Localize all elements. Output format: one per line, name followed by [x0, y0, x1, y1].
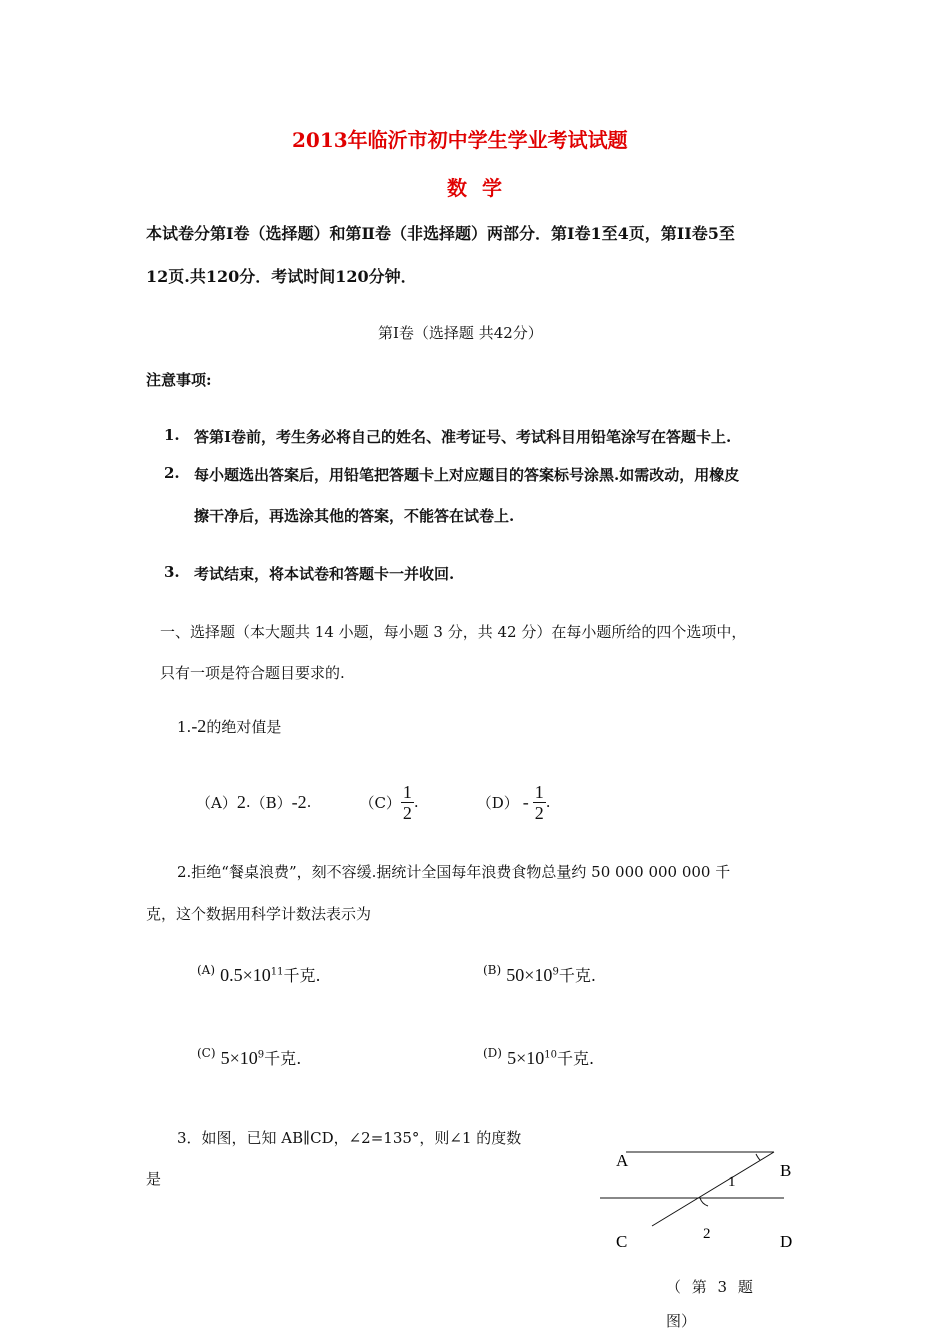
figure-parallel-lines	[590, 1140, 810, 1260]
q2-option-b-dot: .	[590, 966, 596, 985]
q2-option-c	[197, 1046, 301, 1069]
question-2-line-1: 2.拒绝“餐桌浪费”，刻不容缓.据统计全国每年浪费食物总量约 50 000 000 000 千	[177, 863, 731, 881]
q1-option-a-dot: .	[245, 793, 251, 811]
intro-line-2: 12页.共120分．考试时间120分钟．	[146, 267, 417, 286]
angle-1-arc	[756, 1154, 760, 1160]
q2-option-d-dot: .	[588, 1049, 595, 1068]
q1-option-b-value: -2	[291, 791, 307, 812]
exam-title: 2013年临沂市初中学生学业考试试题	[292, 128, 628, 152]
q1-option-d-sign: -	[522, 791, 529, 812]
q2-option-d-unit: 千克	[556, 1049, 589, 1068]
q1-option-d-dot: .	[545, 793, 551, 811]
label-b: B	[780, 1161, 792, 1180]
figure-caption-line-2: 图）	[666, 1312, 697, 1330]
question-3-line-2: 是	[146, 1170, 162, 1188]
label-a: A	[616, 1151, 629, 1170]
figure-caption-line-1: （ 第 3 题	[666, 1278, 756, 1296]
q2-option-a-unit: 千克	[283, 966, 316, 985]
q2-option-d-exponent: 10	[544, 1049, 557, 1061]
q2-option-a-exponent: 11	[270, 966, 284, 978]
q1-expression: -2	[191, 716, 207, 736]
q1-option-b-dot: .	[306, 793, 312, 811]
angle-2-arc	[700, 1198, 708, 1206]
notice-2-text-line-1: 每小题选出答案后，用铅笔把答题卡上对应题目的答案标号涂黑.如需改动，用橡皮	[194, 466, 740, 484]
q1-option-b-label: （B）	[250, 793, 292, 812]
subject-title: 数 学	[447, 176, 506, 200]
question-2-line-2: 克，这个数据用科学计数法表示为	[146, 905, 372, 923]
q2-option-a-coefficient: 0.5×10	[220, 965, 271, 985]
notice-3-text: 考试结束，将本试卷和答题卡一并收回.	[194, 565, 455, 583]
q2-option-d-label: (D)	[483, 1046, 502, 1060]
q1-number: 1.	[177, 718, 192, 736]
q2-option-c-coefficient: 5×10	[220, 1048, 258, 1068]
q1-option-c-dot: .	[413, 793, 419, 811]
notice-2-number: 2.	[164, 464, 180, 482]
q1-option-c-label: （C）	[359, 793, 401, 812]
notice-1-number: 1.	[164, 426, 180, 444]
q1-options	[196, 779, 551, 825]
q1-option-d-label: （D）	[476, 793, 519, 812]
q1-option-d-denominator: 2	[534, 802, 544, 823]
q1-option-c-numerator: 1	[402, 781, 412, 802]
q1-option-c-denominator: 2	[402, 802, 412, 823]
notice-2-text-line-2: 擦干净后，再选涂其他的答案，不能答在试卷上.	[194, 507, 515, 525]
notice-1-text: 答第Ⅰ卷前，考生务必将自己的姓名、准考证号、考试科目用铅笔涂写在答题卡上.	[194, 428, 732, 446]
q2-option-b	[483, 963, 596, 986]
volume1-heading: 第Ⅰ卷（选择题 共42分）	[378, 324, 543, 342]
section1-instructions-line-1: 一、选择题（本大题共 14 小题，每小题 3 分，共 42 分）在每小题所给的四个选项中，	[160, 623, 747, 641]
q2-option-d-coefficient: 5×10	[507, 1048, 545, 1068]
q2-option-c-unit: 千克	[264, 1049, 297, 1068]
q1-option-d-fraction	[533, 782, 546, 823]
q2-option-b-coefficient: 50×10	[506, 965, 553, 985]
notice-3-number: 3.	[164, 563, 180, 581]
label-angle-1: 1	[728, 1174, 736, 1190]
intro-line-1: 本试卷分第Ⅰ卷（选择题）和第Ⅱ卷（非选择题）两部分．第Ⅰ卷1至4页，第II卷5至	[146, 224, 735, 243]
q1-option-a-label: （A）	[196, 793, 237, 812]
question-3-line-1: 3．如图，已知 AB∥CD，∠2=135°，则∠1 的度数	[177, 1129, 522, 1147]
q1-option-a-value: 2	[236, 791, 246, 812]
q2-option-c-label: (C)	[197, 1046, 216, 1060]
transversal-line	[652, 1152, 774, 1226]
q2-option-b-label: (B)	[483, 963, 502, 977]
q2-option-a-label: (A)	[197, 963, 216, 977]
q2-option-c-exponent: 9	[257, 1049, 265, 1061]
q2-option-b-unit: 千克	[558, 966, 591, 985]
q1-stem-text: 的绝对值是	[206, 718, 282, 736]
question-1-stem	[177, 716, 281, 737]
label-d: D	[780, 1232, 793, 1251]
notice-label: 注意事项:	[146, 371, 212, 389]
q1-option-d-numerator: 1	[534, 781, 544, 802]
q2-option-d	[483, 1046, 594, 1069]
label-c: C	[616, 1232, 628, 1251]
section1-instructions-line-2: 只有一项是符合题目要求的.	[160, 664, 345, 682]
q2-option-a	[197, 963, 321, 986]
label-angle-2: 2	[703, 1226, 711, 1242]
q2-option-c-dot: .	[296, 1049, 302, 1068]
q2-option-b-exponent: 9	[552, 966, 559, 978]
q2-option-a-dot: .	[315, 966, 321, 985]
q1-option-c-fraction	[401, 782, 414, 823]
